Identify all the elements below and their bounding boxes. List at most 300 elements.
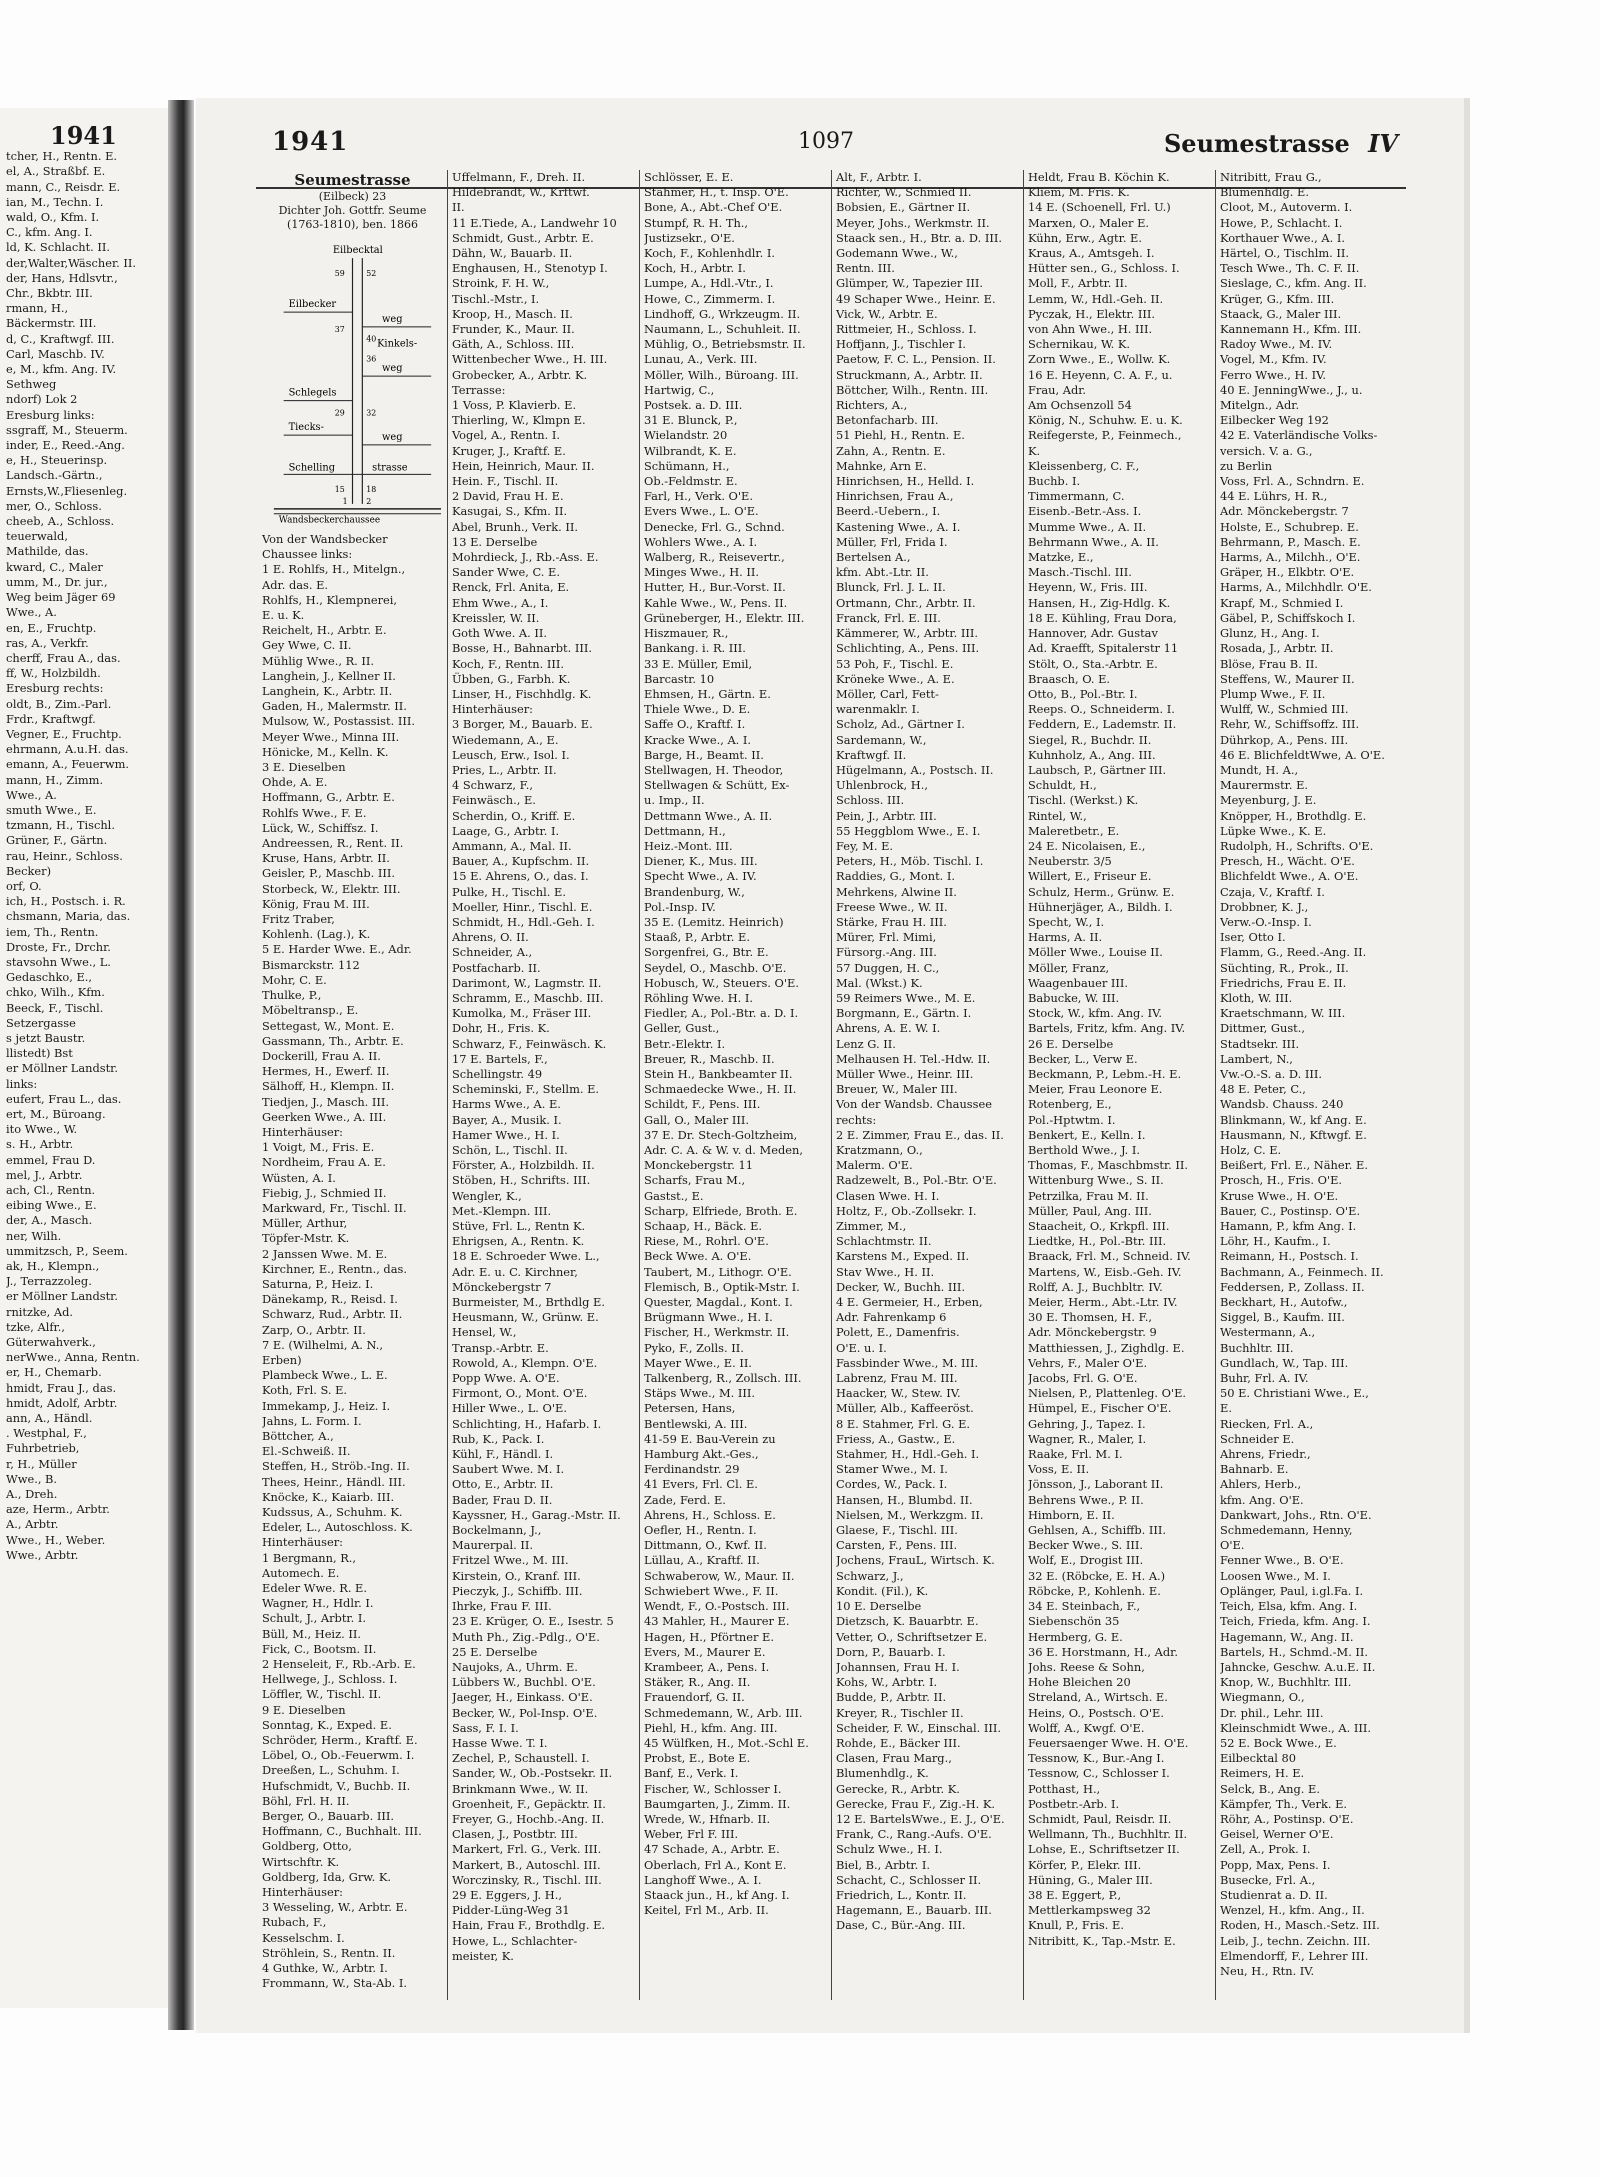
- directory-entry: Gey Wwe, C. II.: [262, 638, 352, 653]
- directory-entry: Krüger, G., Kfm. III.: [1220, 291, 1335, 306]
- directory-entry: König, N., Schuhw. E. u. K.: [1028, 413, 1183, 428]
- directory-entry: en, E., Fruchtp.: [6, 620, 97, 635]
- directory-entry: Dittmann, O., Kwf. II.: [644, 1538, 767, 1553]
- directory-entry: Ferro Wwe., H. IV.: [1220, 367, 1326, 382]
- directory-entry: Scheminski, F., Stellm. E.: [452, 1082, 600, 1097]
- directory-entry: Stüve, Frl. L., Rentn K.: [452, 1219, 586, 1234]
- directory-entry: Lindhoff, G., Wrkzeugm. II.: [644, 306, 801, 321]
- directory-entry: teuerwald,: [6, 529, 68, 544]
- directory-entry: Zell, A., Prok. I.: [1220, 1842, 1311, 1857]
- directory-entry: oldt, B., Zim.-Parl.: [6, 696, 112, 711]
- map-num-37: 37: [334, 324, 345, 334]
- directory-page: [196, 98, 1470, 2033]
- directory-entry: Meier, Frau Leonore E.: [1028, 1082, 1163, 1097]
- directory-entry: Beeck, F., Tischl.: [6, 1000, 104, 1015]
- directory-entry: Süchting, R., Prok., II.: [1220, 960, 1349, 975]
- directory-entry: Stäker, R., Ang. II.: [644, 1675, 751, 1690]
- directory-entry: Wohlers Wwe., A. I.: [644, 534, 758, 549]
- directory-entry: Hildebrandt, W., Krftwf.: [452, 185, 590, 200]
- directory-entry: Mohr, C. E.: [262, 972, 327, 987]
- directory-entry: Härtel, O., Tischlm. II.: [1220, 246, 1350, 261]
- directory-entry: Met.-Klempn. III.: [452, 1203, 552, 1218]
- directory-entry: Piehl, H., kfm. Ang. III.: [644, 1720, 778, 1735]
- directory-entry: Howe, P., Schlacht. I.: [1220, 215, 1343, 230]
- directory-entry: Voss, Frl. A., Schndrn. E.: [1220, 474, 1365, 489]
- directory-entry: Richters, A.,: [836, 398, 908, 413]
- directory-entry: Geller, Gust.,: [644, 1021, 720, 1036]
- directory-entry: Koch, F., Kohlenhdlr. I.: [644, 246, 775, 261]
- directory-entry: Bayer, A., Musik. I.: [452, 1112, 562, 1127]
- directory-entry: Weber, Frl F. III.: [644, 1827, 739, 1842]
- directory-entry: Hamburg Akt.-Ges.,: [644, 1447, 759, 1462]
- directory-entry: Tessnow, C., Schlosser I.: [1028, 1766, 1170, 1781]
- directory-entry: 41-59 E. Bau-Verein zu: [644, 1431, 776, 1446]
- directory-entry: Meyer, Johs., Werkmstr. II.: [836, 215, 990, 230]
- directory-entry: Schulz, Herm., Grünw. E.: [1028, 884, 1175, 899]
- directory-entry: aze, Herm., Arbtr.: [6, 1502, 110, 1517]
- directory-entry: Enghausen, H., Stenotyp I.: [452, 261, 608, 276]
- directory-entry: 13 E. Derselbe: [452, 534, 538, 549]
- directory-entry: Reeps. O., Schneiderm. I.: [1028, 702, 1175, 717]
- directory-entry: Bankang. i. R. III.: [644, 641, 746, 656]
- directory-columns: [258, 170, 1408, 2000]
- directory-entry: Steffens, W., Maurer II.: [1220, 671, 1355, 686]
- directory-entry: Wulff, W., Schmied III.: [1220, 702, 1349, 717]
- directory-entry: Eilbecktal 80: [1220, 1751, 1297, 1766]
- directory-entry: Sethweg: [6, 377, 57, 392]
- directory-entry: Müller Wwe., Heinr. III.: [836, 1066, 974, 1081]
- directory-entry: Betr.-Elektr. I.: [644, 1036, 726, 1051]
- directory-entry: Gerecke, Frau F., Zig.-H. K.: [836, 1796, 996, 1811]
- directory-entry: Markward, Fr., Tischl. II.: [262, 1200, 407, 1215]
- directory-entry: Fürsorg.-Ang. III.: [836, 945, 937, 960]
- directory-entry: Bauer, A., Kupfschm. II.: [452, 854, 590, 869]
- directory-entry: 34 E. Steinbach, F.,: [1028, 1599, 1141, 1614]
- directory-entry: Braack, Frl. M., Schneid. IV.: [1028, 1249, 1191, 1264]
- directory-entry: Wellmann, Th., Buchhltr. II.: [1028, 1827, 1188, 1842]
- directory-entry: Naujoks, A., Uhrm. E.: [452, 1659, 578, 1674]
- directory-entry: Wwe., A.: [6, 787, 57, 802]
- street-info-3: (1763-1810), ben. 1866: [287, 218, 418, 231]
- directory-entry: Knull, P., Fris. E.: [1028, 1918, 1124, 1933]
- directory-entry: Gäbel, P., Schiffskoch I.: [1220, 610, 1356, 625]
- directory-entry: Gräper, H., Elkbtr. O'E.: [1220, 565, 1355, 580]
- directory-entry: Holz, C. E.: [1220, 1143, 1282, 1157]
- directory-entry: Tischl. (Werkst.) K.: [1028, 793, 1139, 808]
- directory-entry: Adr. Mönckebergstr. 9: [1028, 1325, 1157, 1340]
- directory-entry: Siggel, B., Kaufm. III.: [1220, 1310, 1345, 1325]
- column-2: [448, 170, 640, 2000]
- directory-entry: Wittenburg Wwe., S. II.: [1028, 1173, 1164, 1188]
- directory-entry: cherff, Frau A., das.: [6, 650, 121, 665]
- directory-entry: Hufschmidt, V., Buchb. II.: [262, 1778, 411, 1793]
- directory-entry: Automech. E.: [262, 1565, 340, 1580]
- directory-entry: Löhr, H., Kaufm., I.: [1220, 1234, 1331, 1249]
- directory-entry: Alt, F., Arbtr. I.: [836, 170, 922, 184]
- directory-entry: Stein H., Bankbeamter II.: [644, 1066, 793, 1081]
- directory-entry: Budde, P., Arbtr. II.: [836, 1690, 947, 1705]
- directory-entry: Grüneberger, H., Elektr. III.: [644, 610, 805, 625]
- directory-entry: Feddersen, P., Zollass. II.: [1220, 1279, 1365, 1294]
- directory-entry: Adr. E. u. C. Kirchner,: [452, 1264, 578, 1279]
- directory-entry: Bartels, Fritz, kfm. Ang. IV.: [1028, 1021, 1186, 1036]
- directory-entry: Dase, C., Bür.-Ang. III.: [836, 1918, 966, 1933]
- directory-entry: Schröder, Herm., Kraftf. E.: [262, 1733, 418, 1748]
- directory-entry: Pol.-Hptwtm. I.: [1028, 1112, 1116, 1127]
- directory-entry: ld, K. Schlacht. II.: [6, 240, 111, 255]
- directory-entry: Mühlig Wwe., R. II.: [262, 653, 375, 668]
- previous-page-content: [6, 108, 166, 1563]
- directory-entry: ff, W., Holzbildh.: [6, 666, 101, 681]
- directory-entry: Friedrich, L., Kontr. II.: [836, 1887, 967, 1902]
- directory-entry: Jahns, L. Form. I.: [262, 1413, 362, 1428]
- directory-entry: Heins, O., Postsch. O'E.: [1028, 1705, 1164, 1720]
- directory-entry: Ehmsen, H., Gärtn. E.: [644, 686, 771, 701]
- directory-entry: Erben): [262, 1352, 302, 1367]
- directory-entry: er Möllner Landstr.: [6, 1061, 118, 1076]
- header-street: [1164, 129, 1398, 158]
- directory-entry: Vick, W., Arbtr. E.: [836, 306, 938, 321]
- directory-entry: Feddern, E., Lademstr. II.: [1028, 717, 1177, 732]
- directory-entry: Lübbers W., Buchbl. O'E.: [452, 1675, 596, 1690]
- directory-entry: Waagenbauer III.: [1028, 975, 1129, 990]
- directory-entry: Sieslage, C., kfm. Ang. II.: [1220, 276, 1367, 291]
- directory-entry: Kleinschmidt Wwe., A. III.: [1220, 1720, 1372, 1735]
- directory-entry: Fritz Traber,: [262, 912, 335, 927]
- directory-entry: Ammann, A., Mal. II.: [452, 838, 572, 853]
- map-label-left2: Schlegels: [288, 387, 337, 399]
- directory-entry: Fischer, W., Schlosser I.: [644, 1781, 782, 1796]
- directory-entry: Biel, B., Arbtr. I.: [836, 1857, 930, 1872]
- directory-entry: 45 Wülfken, H., Mot.-Schl E.: [644, 1735, 809, 1750]
- directory-entry: Brinkmann Wwe., W. II.: [452, 1781, 589, 1796]
- directory-entry: Howe, L., Schlachter-: [452, 1933, 578, 1948]
- directory-entry: Postbetr.-Arb. I.: [1028, 1796, 1120, 1811]
- directory-entry: Röhling Wwe. H. I.: [644, 990, 754, 1005]
- directory-entry: Setzergasse: [6, 1015, 76, 1030]
- directory-entry: 7 E. (Wilhelmi, A. N.,: [262, 1337, 384, 1352]
- directory-entry: Wagner, R., Maler, I.: [1028, 1431, 1147, 1446]
- directory-entry: Förster, A., Holzbildh. II.: [452, 1158, 595, 1173]
- directory-entry: Bosse, H., Bahnarbt. III.: [452, 641, 592, 656]
- directory-entry: Kloth, W. III.: [1220, 990, 1293, 1005]
- directory-entry: C., kfm. Ang. I.: [6, 225, 93, 240]
- directory-entry: Hoffjann, J., Tischler I.: [836, 337, 967, 352]
- directory-entry: Pein, J., Arbtr. III.: [836, 808, 937, 823]
- directory-entry: Schellingstr. 49: [452, 1066, 543, 1081]
- directory-entry: Prosch, H., Fris. O'E.: [1220, 1173, 1343, 1188]
- directory-entry: Streland, A., Wirtsch. E.: [1028, 1690, 1168, 1705]
- directory-entry: 1 E. Rohlfs, H., Mitelgn.,: [262, 562, 406, 577]
- directory-entry: 2 Janssen Wwe. M. E.: [262, 1246, 388, 1261]
- directory-entry: 8 E. Stahmer, Frl. G. E.: [836, 1416, 971, 1431]
- directory-entry: Babucke, W. III.: [1028, 990, 1120, 1005]
- directory-entry: Quester, Magdal., Kont. I.: [644, 1295, 793, 1310]
- directory-entry: Borgmann, E., Gärtn. I.: [836, 1006, 972, 1021]
- directory-entry: Raddies, G., Mont. I.: [836, 869, 956, 884]
- directory-entry: Renck, Frl. Anita, E.: [452, 580, 570, 595]
- directory-entry: Hein. F., Tischl. II.: [452, 474, 559, 489]
- directory-entry: 32 E. (Röbcke, E. H. A.): [1028, 1568, 1166, 1583]
- directory-entry: 43 Mahler, H., Maurer E.: [644, 1614, 790, 1629]
- directory-entry: E. u. K.: [262, 608, 305, 623]
- directory-entry: Loosen Wwe., M. I.: [1220, 1568, 1331, 1583]
- header-street-name: Seumestrasse: [1163, 129, 1350, 158]
- directory-entry: Hagen, H., Pförtner E.: [644, 1629, 774, 1644]
- directory-entry: Frau, Adr.: [1028, 382, 1087, 397]
- directory-entry: Sander, W., Ob.-Postsekr. II.: [452, 1766, 613, 1781]
- directory-entry: eufert, Frau L., das.: [6, 1091, 122, 1106]
- directory-entry: Ernsts,W.,Fliesenleg.: [6, 483, 128, 498]
- directory-entry: Dähn, W., Bauarb. II.: [452, 246, 573, 261]
- map-label-top: Eilbecktal: [332, 245, 383, 257]
- directory-entry: Schwarz, F., Feinwäsch. K.: [452, 1036, 607, 1051]
- directory-entry: mann, H., Zimm.: [6, 772, 104, 787]
- directory-entry: kfm. Ang. O'E.: [1220, 1492, 1304, 1507]
- directory-entry: Hüning, G., Maler III.: [1028, 1872, 1153, 1887]
- previous-page-year: 1941: [50, 121, 117, 150]
- directory-entry: Stamer Wwe., M. I.: [836, 1462, 948, 1477]
- directory-entry: Pidder-Lüng-Weg 31: [452, 1903, 570, 1918]
- directory-entry: Schildt, F., Pens. III.: [644, 1097, 761, 1112]
- directory-entry: Hinterhäuser:: [262, 1535, 344, 1550]
- directory-entry: 9 E. Dieselben: [262, 1702, 346, 1717]
- directory-entry: Mohrdieck, J., Rb.-Ass. E.: [452, 550, 599, 565]
- directory-entry: Meyer Wwe., Minna III.: [262, 729, 400, 744]
- directory-entry: 49 Schaper Wwe., Heinr. E.: [836, 291, 996, 306]
- directory-entry: Rohde, E., Bäcker III.: [836, 1735, 961, 1750]
- directory-entry: Scheider, F. W., Einschal. III.: [836, 1720, 1001, 1735]
- directory-entry: Hamann, P., kfm Ang. I.: [1220, 1219, 1357, 1234]
- directory-entry: wald, O., Kfm. I.: [6, 210, 100, 225]
- directory-entry: Friess, A., Gastw., E.: [836, 1431, 956, 1446]
- directory-entry: Knop, W., Buchhltr. III.: [1220, 1675, 1352, 1690]
- directory-entry: Tessnow, K., Bur.-Ang I.: [1028, 1751, 1165, 1766]
- book-gutter: [168, 100, 194, 2030]
- directory-entry: Kuhnholz, A., Ang. III.: [1028, 747, 1156, 762]
- directory-entry: Feuersaenger Wwe. H. O'E.: [1028, 1735, 1189, 1750]
- directory-entry: Glunz, H., Ang. I.: [1220, 626, 1320, 641]
- directory-entry: chko, Wilh., Kfm.: [6, 985, 105, 1000]
- directory-entry: Studienrat a. D. II.: [1220, 1887, 1328, 1902]
- directory-entry: Bahnarb. E.: [1220, 1462, 1289, 1477]
- directory-entry: Knöpper, H., Brothdlg. E.: [1220, 808, 1367, 823]
- directory-entry: Kohs, W., Arbtr. I.: [836, 1675, 938, 1690]
- directory-entry: Glümper, W., Tapezier III.: [836, 276, 984, 291]
- directory-entry: Bockelmann, J.,: [452, 1523, 542, 1538]
- directory-entry: Stroink, F. H. W.,: [452, 276, 550, 291]
- directory-entry: Stellwagen & Schütt, Ex-: [644, 778, 790, 793]
- directory-entry: Fassbinder Wwe., M. III.: [836, 1355, 979, 1370]
- directory-entry: Löffler, W., Tischl. II.: [262, 1687, 382, 1702]
- directory-entry: Edeler, L., Autoschloss. K.: [262, 1520, 413, 1535]
- directory-entry: Weg beim Jäger 69: [6, 590, 116, 605]
- directory-entry: Rotenberg, E.,: [1028, 1097, 1112, 1112]
- directory-entry: Röhr, A., Postinsp. O'E.: [1220, 1811, 1354, 1826]
- directory-entry: Hobusch, W., Steuers. O'E.: [644, 975, 799, 990]
- directory-entry: Feinwäsch., E.: [452, 793, 536, 808]
- directory-entry: Bertelsen A.,: [836, 550, 911, 565]
- directory-entry: 59 Reimers Wwe., M. E.: [836, 990, 976, 1005]
- directory-entry: Monckebergstr. 11: [644, 1158, 753, 1173]
- directory-entry: 38 E. Eggert, P.,: [1028, 1887, 1122, 1902]
- directory-entry: 23 E. Krüger, O. E., Isestr. 5: [452, 1614, 614, 1629]
- directory-entry: Am Ochsenzoll 54: [1028, 398, 1132, 413]
- directory-entry: e, M., kfm. Ang. IV.: [6, 362, 117, 377]
- directory-entry: Lumpe, A., Hdl.-Vtr., I.: [644, 276, 774, 291]
- directory-entry: Vetter, O., Schriftsetzer E.: [836, 1629, 988, 1644]
- directory-entry: Kruse, Hans, Arbtr. II.: [262, 851, 390, 866]
- directory-entry: Karstens M., Exped. II.: [836, 1249, 970, 1264]
- map-label-right5: strasse: [372, 462, 408, 474]
- directory-entry: Chaussee links:: [262, 547, 353, 562]
- directory-entry: Landsch.-Gärtn.,: [6, 468, 103, 483]
- directory-entry: Wandsb. Chauss. 240: [1220, 1097, 1344, 1112]
- directory-entry: Schmedemann, W., Arb. III.: [644, 1705, 803, 1720]
- directory-entry: . Westphal, F.,: [6, 1426, 87, 1441]
- directory-entry: Kohlenh. (Lag.), K.: [262, 927, 371, 942]
- previous-page-lines: [6, 149, 166, 1563]
- directory-entry: Lüpke Wwe., K. E.: [1220, 823, 1327, 838]
- directory-entry: ras, A., Verkfr.: [6, 635, 89, 650]
- directory-entry: 42 E. Vaterländische Volks-: [1220, 428, 1378, 443]
- directory-entry: Mehrkens, Alwine II.: [836, 884, 957, 899]
- directory-entry: Zade, Ferd. E.: [644, 1492, 726, 1507]
- directory-entry: Worczinsky, R., Tischl. III.: [452, 1872, 602, 1887]
- directory-entry: Zorn Wwe., E., Wollw. K.: [1028, 352, 1171, 367]
- directory-entry: Güterwahverk.,: [6, 1335, 96, 1350]
- directory-entry: Fritzel Wwe., M. III.: [452, 1553, 569, 1568]
- directory-entry: Hinterhäuser:: [262, 1124, 344, 1139]
- directory-entry: Mitelgn., Adr.: [1220, 398, 1300, 413]
- directory-entry: Wrede, W., Hfnarb. II.: [644, 1811, 771, 1826]
- directory-entry: er, H., Chemarb.: [6, 1365, 102, 1380]
- directory-entry: Schloss. III.: [836, 793, 905, 808]
- directory-entry: Möller, Franz,: [1028, 960, 1110, 975]
- directory-entry: Zechel, P., Schaustell. I.: [452, 1751, 590, 1766]
- directory-entry: Petersen, Hans,: [644, 1401, 736, 1416]
- directory-entry: Gerecke, R., Arbtr. K.: [836, 1781, 960, 1796]
- directory-entry: 57 Duggen, H. C.,: [836, 960, 940, 975]
- directory-entry: Adr. das. E.: [262, 577, 329, 592]
- directory-entry: Kämmerer, W., Arbtr. III.: [836, 626, 978, 641]
- directory-entry: Müller, Paul, Ang. III.: [1028, 1203, 1152, 1218]
- directory-entry: Hartwig, C.,: [644, 382, 715, 397]
- directory-entry: Roden, H., Masch.-Setz. III.: [1220, 1918, 1380, 1933]
- directory-entry: Melhausen H. Tel.-Hdw. II.: [836, 1051, 991, 1066]
- directory-entry: Potthast, H.,: [1028, 1781, 1101, 1796]
- directory-entry: Heldt, Frau B. Köchin K.: [1028, 170, 1170, 184]
- directory-entry: Riecken, Frl. A.,: [1220, 1416, 1314, 1431]
- directory-entry: Mal. (Wkst.) K.: [836, 975, 923, 990]
- directory-entry: Stock, W., kfm. Ang. IV.: [1028, 1006, 1162, 1021]
- directory-entry: Ferdinandstr. 29: [644, 1462, 740, 1477]
- directory-entry: Neuberstr. 3/5: [1028, 854, 1112, 869]
- directory-entry: Riese, M., Rohrl. O'E.: [644, 1234, 769, 1249]
- directory-entry: 31 E. Blunck, P.,: [644, 413, 738, 428]
- map-num-40: 40: [366, 334, 377, 344]
- directory-entry: Wiegmann, O.,: [1220, 1690, 1305, 1705]
- header-year: 1941: [272, 127, 349, 157]
- directory-entry: kward, C., Maler: [6, 559, 103, 574]
- directory-entry: Hagemann, E., Bauarb. III.: [836, 1903, 992, 1918]
- directory-entry: Hansen, H., Blumbd. II.: [836, 1492, 973, 1507]
- directory-entry: Goth Wwe. A. II.: [452, 626, 548, 641]
- directory-entry: Kratzmann, O.,: [836, 1143, 923, 1157]
- directory-entry: Stahmer, H., Hdl.-Geh. I.: [836, 1447, 980, 1462]
- directory-entry: Ehrigsen, A., Rentn. K.: [452, 1234, 585, 1249]
- directory-entry: Gastst., E.: [644, 1188, 704, 1203]
- directory-entry: Gaden, H., Malermstr. II.: [262, 699, 407, 714]
- directory-entry: Iser, Otto I.: [1220, 930, 1286, 945]
- directory-entry: Ohde, A. E.: [262, 775, 328, 790]
- directory-entry: Gedaschko, E.,: [6, 970, 93, 985]
- directory-entry: Plump Wwe., F. II.: [1220, 686, 1326, 701]
- directory-entry: der,Walter,Wäscher. II.: [6, 255, 136, 270]
- directory-entry: Rowold, A., Klempn. O'E.: [452, 1355, 598, 1370]
- directory-entry: Kirstein, O., Kranf. III.: [452, 1568, 581, 1583]
- directory-entry: Fuhrbetrieb,: [6, 1441, 80, 1456]
- directory-entry: Wwe., B.: [6, 1471, 58, 1486]
- directory-entry: d, C., Kraftwgf. III.: [6, 331, 115, 346]
- directory-entry: Fiedler, A., Pol.-Btr. a. D. I.: [644, 1006, 799, 1021]
- directory-entry: Hinterhäuser:: [452, 702, 534, 717]
- directory-entry: umm, M., Dr. jur.,: [6, 574, 108, 589]
- directory-entry: Schacht, C., Schlosser II.: [836, 1872, 982, 1887]
- directory-entry: Schwaberow, W., Maur. II.: [644, 1568, 795, 1583]
- directory-entry: Hansen, H., Zig-Hdlg. K.: [1028, 595, 1171, 610]
- directory-entry: Steffen, H., Ströb.-Ing. II.: [262, 1459, 410, 1474]
- directory-entry: Hellwege, J., Schloss. I.: [262, 1672, 398, 1687]
- directory-entry: Heyenn, W., Fris. III.: [1028, 580, 1148, 595]
- directory-entry: Dettmann Wwe., A. II.: [644, 808, 773, 823]
- directory-entry: Siebenschön 35: [1028, 1614, 1120, 1629]
- directory-entry: Schlösser, E. E.: [644, 170, 734, 184]
- directory-entry: Himborn, E. II.: [1028, 1507, 1115, 1522]
- directory-entry: Teich, Elsa, kfm. Ang. I.: [1220, 1599, 1358, 1614]
- directory-entry: Buhr, Frl. A. IV.: [1220, 1371, 1309, 1386]
- directory-entry: Möller, Carl, Fett-: [836, 686, 939, 701]
- map-label-left4: Schelling: [288, 462, 336, 474]
- directory-entry: Johannsen, Frau H. I.: [836, 1659, 960, 1674]
- directory-entry: Gäth, A., Schloss. III.: [452, 337, 575, 352]
- directory-entry: Frdr., Kraftwgf.: [6, 711, 96, 726]
- directory-entry: Markert, B., Autoschl. III.: [452, 1857, 601, 1872]
- directory-entry: Firmont, O., Mont. O'E.: [452, 1386, 588, 1401]
- directory-entry: hmidt, Frau J., das.: [6, 1380, 117, 1395]
- directory-entry: Betonfacharb. III.: [836, 413, 939, 428]
- directory-entry: Becker, L., Verw E.: [1028, 1051, 1138, 1066]
- directory-entry: links:: [6, 1076, 38, 1091]
- directory-entry: rmann, H.,: [6, 301, 69, 316]
- directory-entry: Harms, A. II.: [1028, 930, 1103, 945]
- directory-entry: emmel, Frau D.: [6, 1152, 96, 1167]
- directory-entry: Zahn, A., Rentn. E.: [836, 443, 946, 458]
- directory-entry: Heiz.-Mont. III.: [644, 838, 733, 853]
- directory-entry: Popp Wwe. A. O'E.: [452, 1371, 560, 1386]
- directory-entry: Gall, O., Maler III.: [644, 1112, 749, 1127]
- directory-entry: Voss, E. II.: [1028, 1462, 1090, 1477]
- directory-entry: Wolff, A., Kwgf. O'E.: [1028, 1720, 1145, 1735]
- directory-entry: O'E. u. I.: [836, 1340, 887, 1355]
- directory-entry: Röbcke, P., Kohlenh. E.: [1028, 1583, 1161, 1598]
- directory-entry: Bismarckstr. 112: [262, 957, 360, 972]
- directory-entry: Ströhlein, S., Rentn. II.: [262, 1945, 396, 1960]
- directory-entry: Rittmeier, H., Schloss. I.: [836, 322, 977, 337]
- directory-entry: Beckmann, P., Lebm.-H. E.: [1028, 1066, 1182, 1081]
- directory-entry: Leusch, Erw., Isol. I.: [452, 747, 570, 762]
- directory-entry: 2 David, Frau H. E.: [452, 489, 564, 504]
